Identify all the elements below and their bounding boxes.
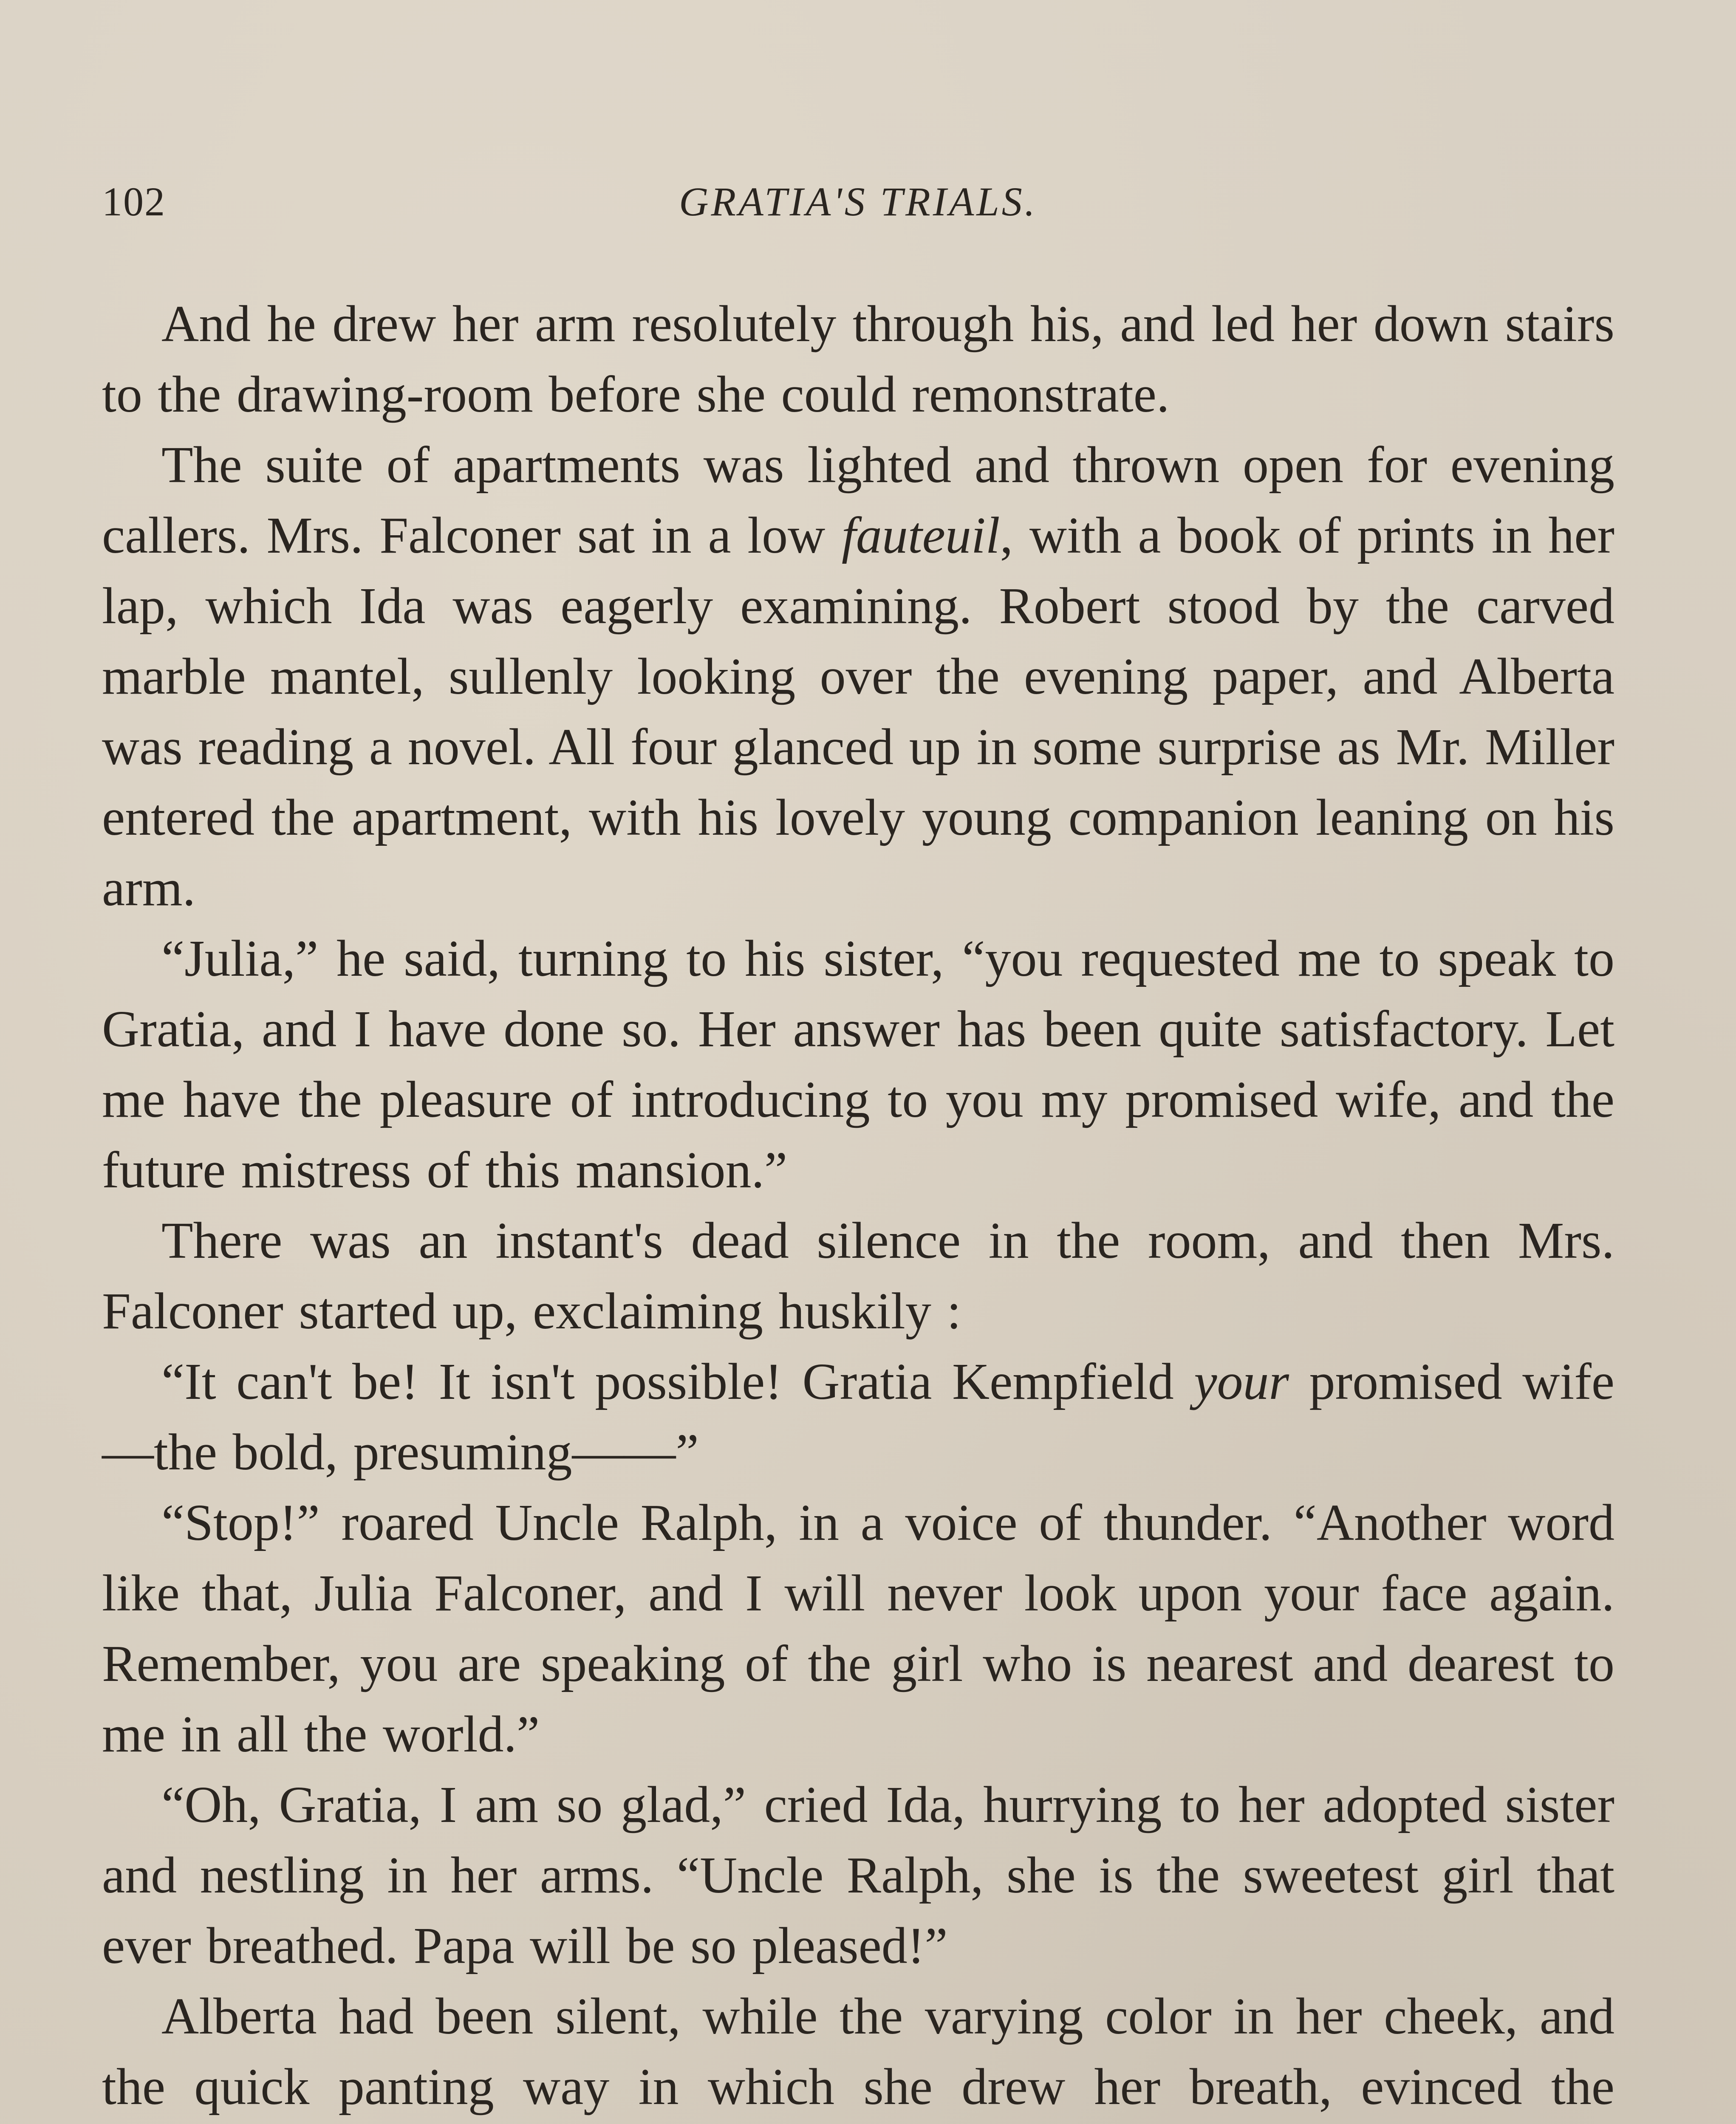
paragraph — [102, 430, 1614, 924]
running-head — [102, 170, 1614, 234]
paragraph-text: “It can't be! It isn't possible! Gratia Kempfield — [161, 1353, 1194, 1410]
paragraph: “Stop!” roared Uncle Ralph, in a voice of thunder. “Another word like that, Julia Falconer, and I will never look upon your face again. Remember, you are speaking of the girl who is nearest and dearest to me in all the world.” — [102, 1494, 1614, 1763]
paragraph-text: , with a book of prints in her lap, which Ida was eagerly examining. Robert stood by the carved marble mantel, sullenly looking over the evening paper, and Alberta was reading a novel. All four glanced up in some surprise as Mr. Miller entered the apartment, with his lovely young companion leaning on his arm. — [102, 507, 1614, 917]
paragraph: And he drew her arm resolutely through his, and led her down stairs to the drawing-room before she could remonstrate. — [102, 295, 1614, 423]
paragraph: Alberta had been silent, while the varying color in her cheek, and the quick panting way in which she drew her breath, evinced the — [102, 1988, 1614, 2116]
paragraph: “Julia,” he said, turning to his sister, “you requested me to speak to Gratia, and I have done so. Her answer has been quite satisfactory. Let me have the pleasure of introducing to you my promised wife, and the future mistress of this mansion.” — [102, 930, 1614, 1199]
paragraph: “Oh, Gratia, I am so glad,” cried Ida, hurrying to her adopted sister and nestling in her arms. “Uncle Ralph, she is the sweetest girl that ever breathed. Papa will be so pleased!” — [102, 1776, 1614, 1974]
paragraph: There was an instant's dead silence in the room, and then Mrs. Falconer started up, exclaiming huskily : — [102, 1212, 1614, 1340]
body-text — [102, 289, 1614, 2124]
page-number: 102 — [102, 179, 166, 224]
italic-word: fauteuil — [841, 507, 1000, 564]
paragraph-text: The suite of apartments was lighted and thrown open for evening callers. Mrs. Falconer sat in a low — [102, 436, 1614, 564]
running-title: GRATIA'S TRIALS. — [679, 179, 1038, 224]
paragraph-text: promised wife—the bold, presuming——” — [102, 1353, 1614, 1481]
italic-word: your — [1194, 1353, 1289, 1410]
paragraph — [102, 1347, 1614, 1488]
